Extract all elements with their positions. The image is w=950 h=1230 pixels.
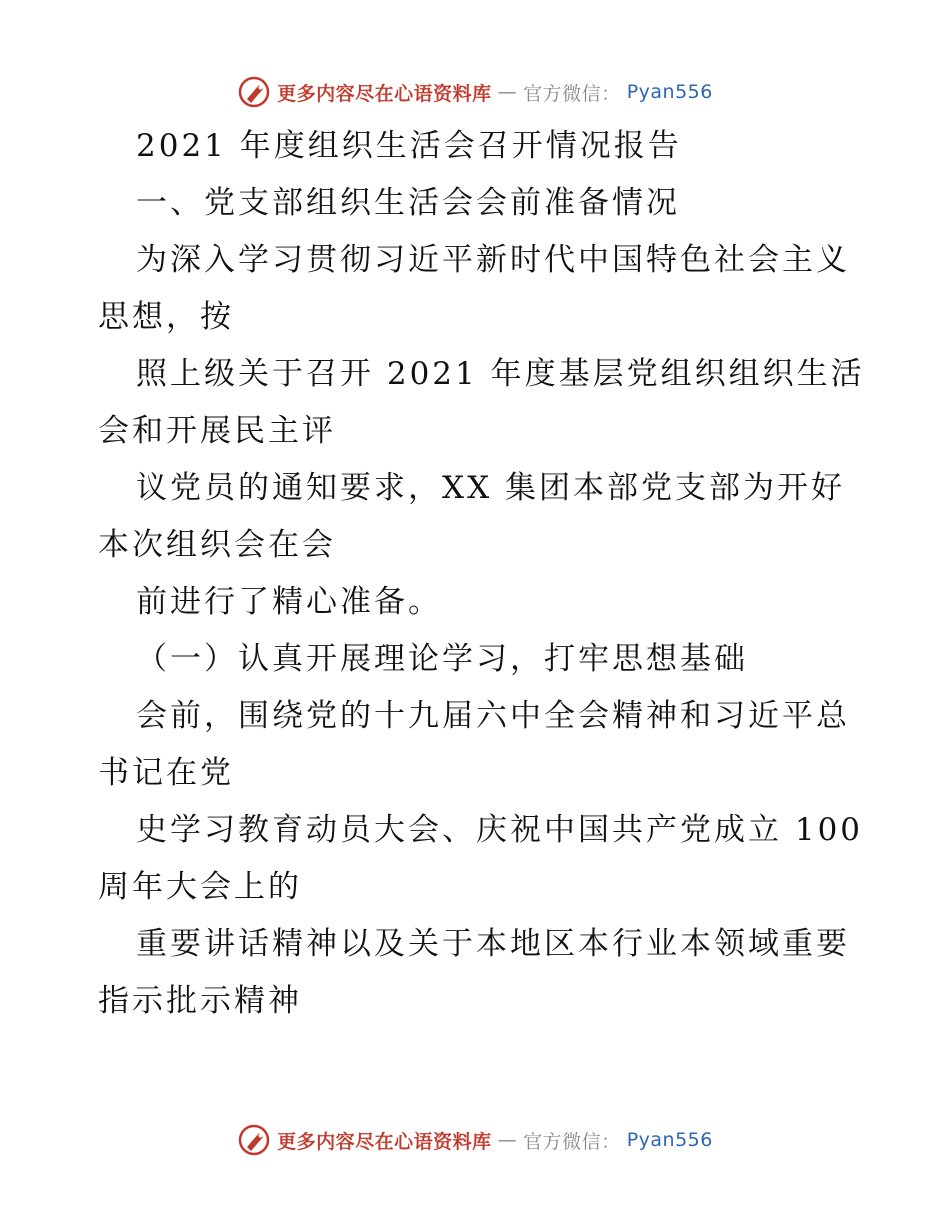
watermark-brand-text: 更多内容尽在心语资料库 — [277, 82, 492, 105]
document-line: 前进行了精心准备。 — [136, 584, 442, 620]
document-line: （一）认真开展理论学习，打牢思想基础 — [136, 641, 748, 677]
watermark-footer — [0, 1120, 950, 1160]
document-line: 照上级关于召开 2021 年度基层党组织组织生活 — [136, 356, 865, 392]
document-line: 2021 年度组织生活会召开情况报告 — [136, 128, 682, 164]
document-body — [98, 118, 865, 1030]
document-line: 史学习教育动员大会、庆祝中国共产党成立 100 — [136, 812, 864, 848]
document-line: 思想，按 — [98, 299, 234, 335]
watermark-wechat-id: Pyan556 — [626, 81, 713, 103]
document-line: 书记在党 — [98, 755, 234, 791]
document-line: 指示批示精神 — [98, 983, 302, 1019]
document-line: 周年大会上的 — [98, 869, 302, 905]
pen-nib-logo-icon — [237, 75, 271, 109]
pen-nib-logo-icon — [237, 1123, 271, 1157]
document-line: 会前，围绕党的十九届六中全会精神和习近平总 — [136, 698, 850, 734]
document-line: 为深入学习贯彻习近平新时代中国特色社会主义 — [136, 242, 850, 278]
document-line: 会和开展民主评 — [98, 413, 336, 449]
watermark-official-text: 官方微信： — [523, 82, 621, 105]
document-line: 议党员的通知要求，XX 集团本部党支部为开好 — [136, 470, 845, 506]
watermark-brand-text: 更多内容尽在心语资料库 — [277, 1130, 492, 1153]
document-line: 一、党支部组织生活会会前准备情况 — [136, 185, 680, 221]
watermark-header — [0, 72, 950, 112]
watermark-dash: — — [497, 81, 518, 103]
document-line: 本次组织会在会 — [98, 527, 336, 563]
watermark-dash: — — [497, 1129, 518, 1151]
watermark-official-text: 官方微信： — [523, 1130, 621, 1153]
document-line: 重要讲话精神以及关于本地区本行业本领域重要 — [136, 926, 850, 962]
watermark-wechat-id: Pyan556 — [626, 1129, 713, 1151]
